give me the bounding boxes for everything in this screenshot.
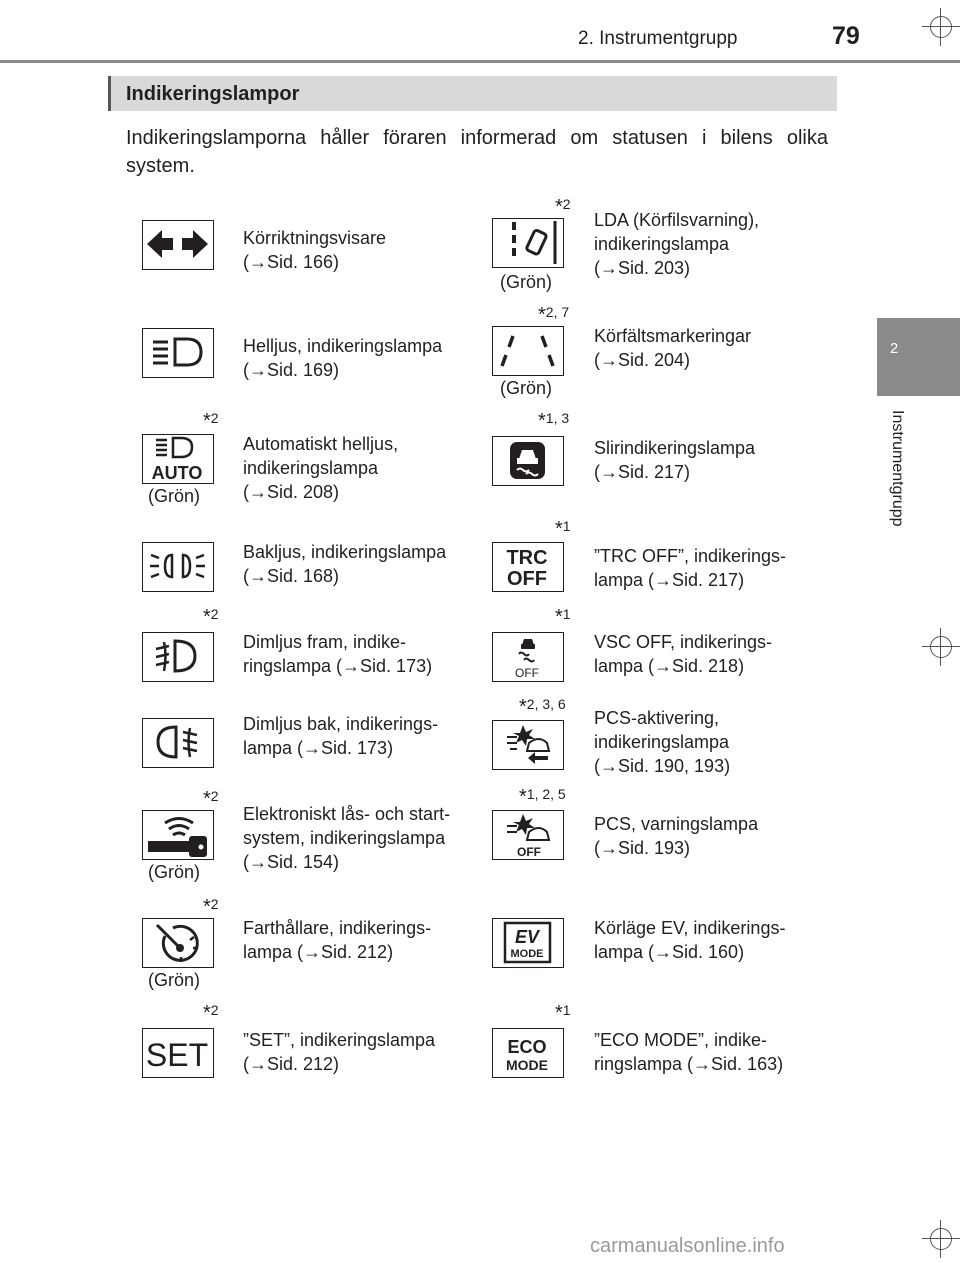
registration-mark-icon: [922, 628, 960, 666]
smart-key-icon: [142, 810, 214, 860]
running-header: 2. Instrumentgrupp: [578, 28, 738, 49]
footnote-ref: *2: [203, 606, 219, 628]
pcs-icon: [492, 720, 564, 770]
indicator-desc-cruise-control: Farthållare, indikerings- lampa (→Sid. 212): [243, 918, 432, 962]
footnote-ref: *1: [555, 606, 571, 628]
indicator-desc-lane-markings: Körfältsmarkeringar (→Sid. 204): [594, 326, 752, 370]
footnote-ref: *2: [203, 410, 219, 432]
ev-mode-icon: [492, 918, 564, 968]
auto-high-beam-icon: [142, 434, 214, 484]
svg-text:OFF: OFF: [515, 666, 539, 680]
tail-light-icon: [142, 542, 214, 592]
indicator-desc-tail-light: Bakljus, indikeringslampa (→Sid. 168): [243, 542, 447, 586]
footnote-ref: *1, 2, 5: [519, 786, 566, 808]
color-note: (Grön): [148, 862, 201, 882]
indicator-desc-eco-mode: ”ECO MODE”, indike- ringslampa (→Sid. 163): [594, 1030, 784, 1074]
footnote-ref: *2, 3, 6: [519, 696, 566, 718]
eco-mode-icon: [492, 1028, 564, 1078]
slip-indicator-icon: [492, 436, 564, 486]
footnote-ref: *1: [555, 518, 571, 540]
chapter-tab: [877, 318, 960, 396]
footnote-ref: *2, 7: [538, 304, 570, 326]
set-icon: [142, 1028, 214, 1078]
indicator-desc-set: ”SET”, indikeringslampa (→Sid. 212): [243, 1030, 436, 1074]
svg-text:MODE: MODE: [506, 1057, 548, 1073]
indicator-desc-turn-signal: Körriktningsvisare (→Sid. 166): [243, 228, 387, 272]
svg-text:TRC: TRC: [506, 547, 548, 569]
registration-mark-icon: [922, 1220, 960, 1258]
vsc-off-icon: [492, 632, 564, 682]
footnote-ref: *2: [555, 196, 571, 218]
color-note: (Grön): [500, 272, 553, 292]
svg-text:MODE: MODE: [510, 948, 544, 960]
svg-text:ECO: ECO: [507, 1037, 547, 1057]
svg-text:OFF: OFF: [507, 568, 547, 590]
indicator-desc-high-beam: Helljus, indikeringslampa (→Sid. 169): [243, 336, 443, 380]
trc-off-icon: [492, 542, 564, 592]
indicator-desc-pcs-warning: PCS, varningslampa (→Sid. 193): [594, 814, 759, 858]
front-fog-icon: [142, 632, 214, 682]
pcs-off-icon: [492, 810, 564, 860]
indicator-desc-pcs: PCS-aktivering, indikeringslampa (→Sid. 190, 193): [594, 708, 731, 776]
svg-text:OFF: OFF: [517, 845, 541, 858]
indicator-desc-lda: LDA (Körfilsvarning), indikeringslampa (→Sid. 203): [594, 210, 760, 278]
color-note: (Grön): [500, 378, 553, 398]
indicator-desc-vsc-off: VSC OFF, indikerings- lampa (→Sid. 218): [594, 632, 773, 676]
indicator-desc-smart-key: Elektroniskt lås- och start- system, indikeringslampa (→Sid. 154): [243, 804, 451, 872]
section-title: Indikeringslampor: [126, 83, 300, 105]
chapter-tab-number: 2: [889, 340, 899, 357]
indicator-desc-ev-mode: Körläge EV, indikerings- lampa (→Sid. 160): [594, 918, 786, 962]
section-intro: Indikeringslamporna håller föraren informerad om statusen i bilens olika system.: [126, 127, 828, 177]
footnote-ref: *2: [203, 1002, 219, 1024]
page-number: 79: [832, 22, 860, 50]
svg-text:AUTO: AUTO: [151, 463, 203, 482]
svg-text:EV: EV: [514, 927, 540, 947]
watermark: carmanualsonline.info: [590, 1235, 785, 1257]
footnote-ref: *2: [203, 788, 219, 810]
indicator-desc-trc-off: ”TRC OFF”, indikerings- lampa (→Sid. 217): [594, 546, 787, 590]
color-note: (Grön): [148, 486, 201, 506]
cruise-control-icon: [142, 918, 214, 968]
indicator-desc-rear-fog: Dimljus bak, indikerings- lampa (→Sid. 173): [243, 714, 439, 758]
svg-text:SET: SET: [145, 1037, 209, 1073]
footnote-ref: *1, 3: [538, 410, 570, 432]
lane-departure-icon: [492, 218, 564, 268]
color-note: (Grön): [148, 970, 201, 990]
registration-mark-icon: [922, 8, 960, 46]
indicator-desc-front-fog: Dimljus fram, indike- ringslampa (→Sid. 173): [243, 632, 433, 676]
turn-signal-icon: [142, 220, 214, 270]
indicator-desc-auto-high-beam: Automatiskt helljus, indikeringslampa (→Sid. 208): [243, 434, 399, 502]
footnote-ref: *2: [203, 896, 219, 918]
footnote-ref: *1: [555, 1002, 571, 1024]
indicator-desc-slip: Slirindikeringslampa (→Sid. 217): [594, 438, 756, 482]
chapter-tab-label: Instrumentgrupp: [889, 410, 906, 527]
high-beam-icon: [142, 328, 214, 378]
lane-markings-icon: [492, 326, 564, 376]
rear-fog-icon: [142, 718, 214, 768]
header-rule: [0, 60, 960, 63]
